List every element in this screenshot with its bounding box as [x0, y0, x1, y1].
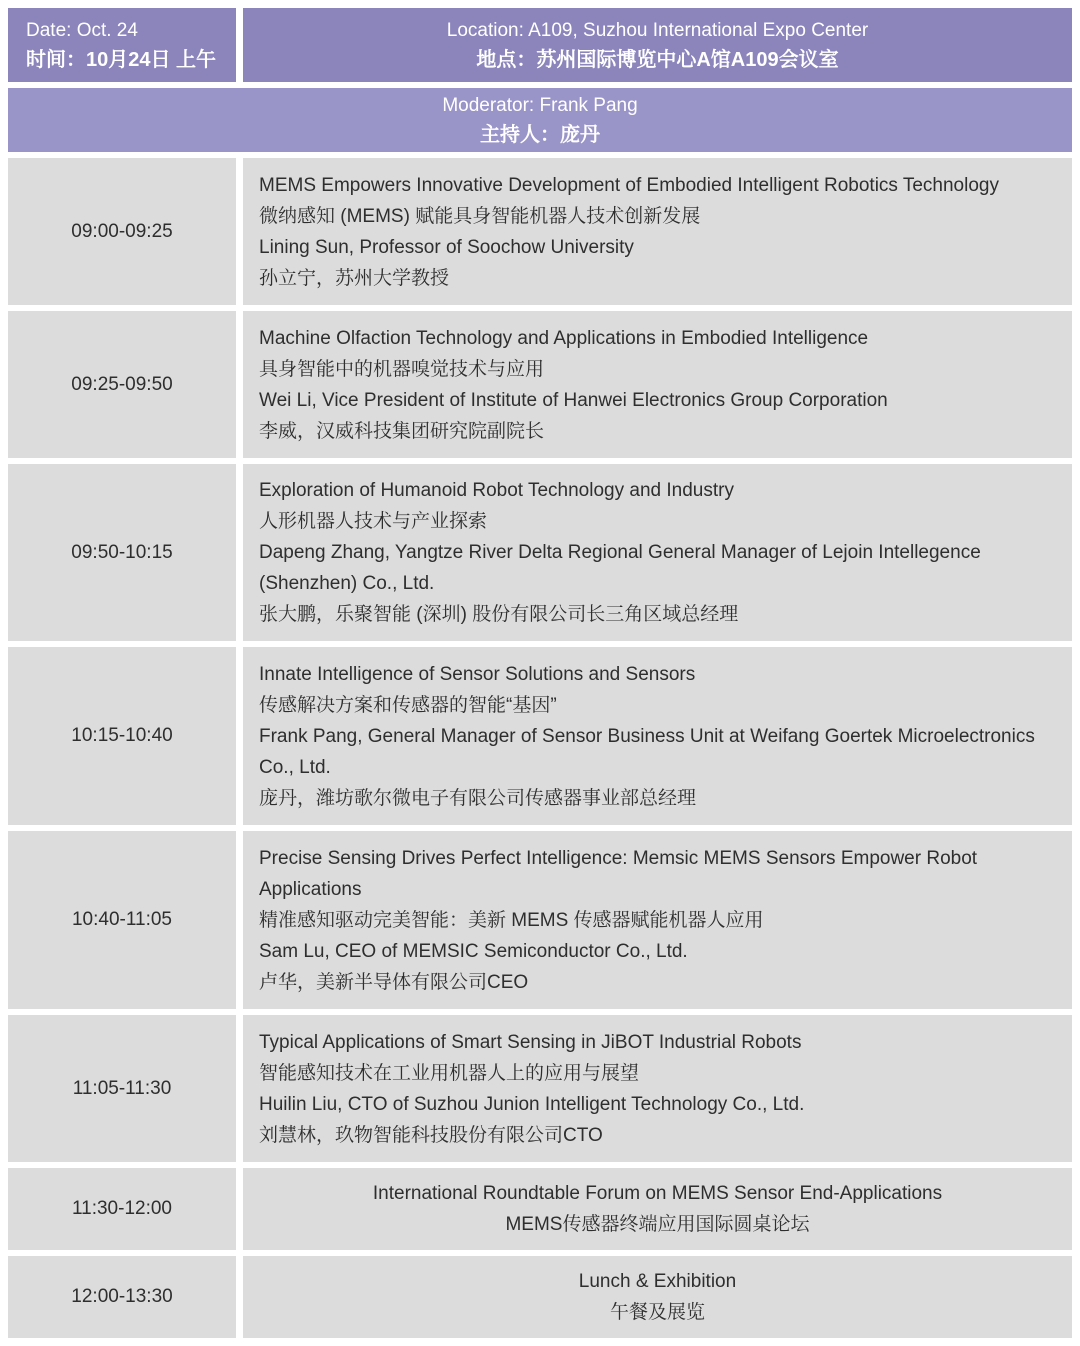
session-row	[243, 1168, 1072, 1250]
session-time	[8, 1015, 236, 1162]
session-speaker-zh: 卢华，美新半导体有限公司CEO	[259, 971, 529, 993]
session-speaker-zh: 孙立宁，苏州大学教授	[259, 267, 450, 289]
session-title-zh: 微纳感知 (MEMS) 赋能具身智能机器人技术创新发展	[259, 205, 701, 227]
date-zh: 时间：10月24日 上午	[26, 48, 217, 71]
header-location-cell	[243, 8, 1072, 82]
session-speaker-en: Wei Li, Vice President of Institute of Hanwei Electronics Group Corporation	[259, 389, 888, 411]
session-speaker-en: Lining Sun, Professor of Soochow University	[259, 236, 634, 258]
time-label: 10:40-11:05	[71, 909, 172, 930]
session-speaker-en: Huilin Liu, CTO of Suzhou Junion Intelligent Technology Co., Ltd.	[259, 1093, 805, 1115]
date-en: Date: Oct. 24	[26, 19, 138, 41]
moderator-row	[8, 88, 1072, 152]
time-label: 11:30-12:00	[71, 1198, 172, 1219]
session-time	[8, 1168, 236, 1250]
session-title-zh: 具身智能中的机器嗅觉技术与应用	[259, 358, 545, 380]
session-title-en: Machine Olfaction Technology and Applications in Embodied Intelligence	[259, 327, 869, 349]
session-title-en: MEMS Empowers Innovative Development of Embodied Intelligent Robotics Technology	[259, 174, 999, 196]
time-label: 10:15-10:40	[71, 725, 173, 746]
session-title-en: Innate Intelligence of Sensor Solutions and Sensors	[259, 663, 696, 685]
session-title-zh: MEMS传感器终端应用国际圆桌论坛	[505, 1214, 810, 1235]
session-time	[8, 647, 236, 825]
session-row	[243, 831, 1072, 1009]
session-speaker-zh: 庞丹，潍坊歌尔微电子有限公司传感器事业部总经理	[259, 787, 697, 809]
session-row	[243, 647, 1072, 825]
session-row	[243, 311, 1072, 458]
session-speaker-en: Sam Lu, CEO of MEMSIC Semiconductor Co., Ltd.	[259, 940, 688, 962]
session-time	[8, 464, 236, 641]
location-en: Location: A109, Suzhou International Expo Center	[446, 19, 869, 41]
session-title-en: Precise Sensing Drives Perfect Intelligence: Memsic MEMS Sensors Empower Robot Applications	[259, 847, 978, 900]
time-label: 09:50-10:15	[71, 541, 173, 563]
header-date-cell	[8, 8, 236, 82]
session-title-en: International Roundtable Forum on MEMS Sensor End-Applications	[372, 1183, 943, 1204]
session-title-zh: 智能感知技术在工业用机器人上的应用与展望	[259, 1062, 640, 1084]
session-row	[243, 1015, 1072, 1162]
session-time	[8, 311, 236, 458]
session-title-zh: 午餐及展览	[609, 1302, 705, 1323]
session-speaker-zh: 刘慧林，玖物智能科技股份有限公司CTO	[259, 1124, 603, 1146]
time-label: 12:00-13:30	[71, 1286, 173, 1307]
session-row	[243, 1256, 1072, 1338]
session-time	[8, 831, 236, 1009]
session-title-en: Typical Applications of Smart Sensing in JiBOT Industrial Robots	[259, 1031, 802, 1053]
session-title-zh: 传感解决方案和传感器的智能“基因”	[259, 694, 557, 716]
session-time	[8, 1256, 236, 1338]
session-title-en: Lunch & Exhibition	[578, 1271, 737, 1292]
time-label: 11:05-11:30	[72, 1077, 172, 1099]
session-speaker-en: Dapeng Zhang, Yangtze River Delta Regional General Manager of Lejoin Intellegence (Shenzhen) Co., Ltd.	[259, 542, 981, 594]
time-label: 09:00-09:25	[71, 220, 173, 242]
session-time	[8, 158, 236, 305]
session-row	[243, 464, 1072, 641]
session-speaker-zh: 李威，汉威科技集团研究院副院长	[259, 420, 545, 442]
session-row	[243, 158, 1072, 305]
moderator-zh: 主持人：庞丹	[480, 123, 600, 146]
session-title-zh: 人形机器人技术与产业探索	[259, 511, 488, 532]
session-speaker-en: Frank Pang, General Manager of Sensor Business Unit at Weifang Goertek Microelectronics Co., Ltd.	[259, 725, 1035, 778]
time-label: 09:25-09:50	[71, 373, 173, 395]
session-title-zh: 精准感知驱动完美智能：美新 MEMS 传感器赋能机器人应用	[259, 909, 764, 931]
location-zh: 地点：苏州国际博览中心A馆A109会议室	[476, 48, 839, 71]
session-title-en: Exploration of Humanoid Robot Technology and Industry	[259, 480, 734, 501]
session-speaker-zh: 张大鹏，乐聚智能 (深圳) 股份有限公司长三角区域总经理	[259, 604, 739, 625]
moderator-en: Moderator: Frank Pang	[442, 94, 638, 116]
